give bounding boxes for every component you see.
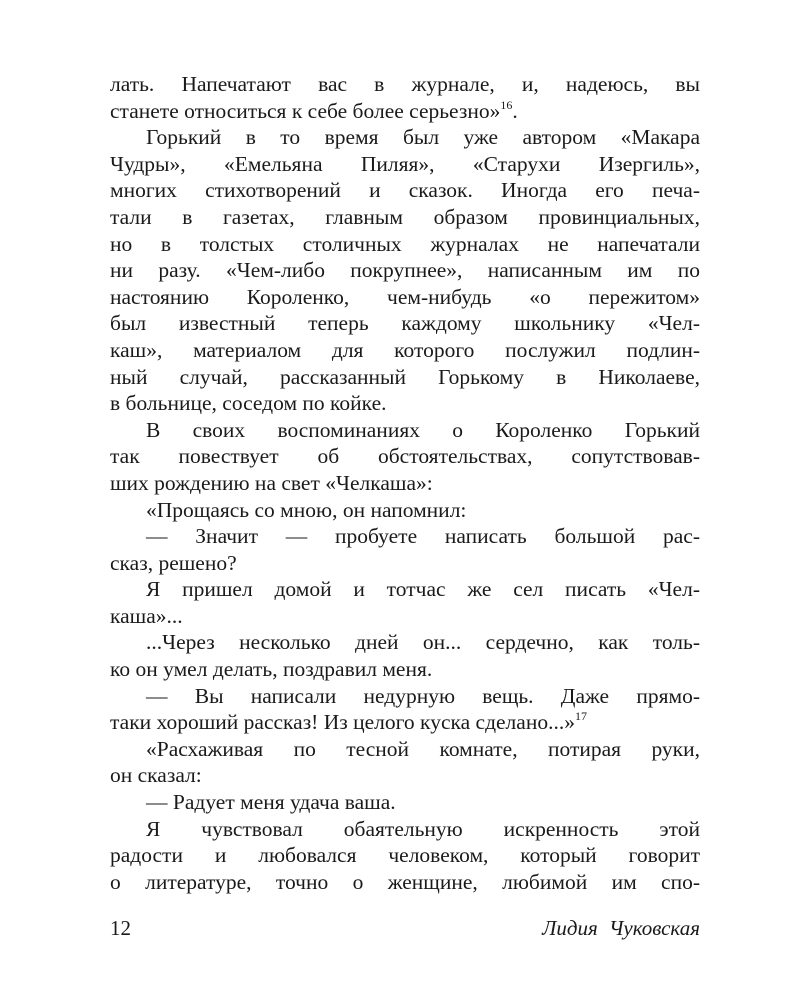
text-line: сказ, решено? [110, 550, 237, 575]
text-line: — Вы написали недурную вещь. Даже прямо- [146, 683, 700, 708]
text-line: — Радует меня удача ваша. [146, 790, 396, 815]
text-line: В своих воспоминаниях о Короленко Горький [146, 417, 700, 442]
text-line [110, 98, 700, 125]
text-line: ших рождению на свет «Челкаша»: [110, 470, 433, 495]
body-text [110, 71, 700, 895]
footnote-ref-17: 17 [574, 709, 587, 724]
text-line: но в толстых столичных журналах не напечатали [110, 231, 700, 256]
running-head-author: Лидия Чуковская [542, 916, 700, 940]
text-line [110, 709, 700, 736]
text-line: он сказал: [110, 763, 202, 788]
text-line: тали в газетах, главным образом провинциальных, [110, 204, 700, 229]
page-footer [110, 916, 700, 946]
text-line: Горький в то время был уже автором «Макара [146, 125, 700, 150]
text-line: был известный теперь каждому школьнику «Чел- [110, 311, 700, 336]
footnote-ref-16: 16 [500, 97, 513, 112]
text-line: «Прощаясь со мною, он напомнил: [146, 497, 467, 522]
text-line: многих стихотворений и сказок. Иногда его печа- [110, 178, 700, 203]
text-line-content: таки хороший рассказ! Из целого куска сделано...» [110, 710, 575, 735]
text-line: Чудры», «Емельяна Пиляя», «Старухи Изергиль», [110, 151, 700, 176]
text-line: ни разу. «Чем-либо покрупнее», написанным им по [110, 258, 700, 283]
text-line: о литературе, точно о женщине, любимой им спо- [110, 869, 700, 894]
text-line: ...Через несколько дней он... сердечно, как толь- [146, 630, 700, 655]
text-line: ный случай, рассказанный Горькому в Николаеве, [110, 364, 700, 389]
text-line: так повествует об обстоятельствах, сопутствовав- [110, 444, 700, 469]
text-line-content: станете относиться к себе более серьезно» [110, 98, 501, 123]
text-line: каша»... [110, 603, 183, 628]
text-line: в больнице, соседом по койке. [110, 391, 387, 416]
text-line: — Значит — пробуете написать большой рас- [146, 524, 700, 549]
text-line: радости и любовался человеком, который говорит [110, 843, 700, 868]
page-number: 12 [110, 916, 131, 940]
text-line: Я пришел домой и тотчас же сел писать «Чел- [146, 577, 700, 602]
text-line: лать. Напечатают вас в журнале, и, надеюсь, вы [110, 72, 700, 96]
text-line: ко он умел делать, поздравил меня. [110, 657, 433, 682]
text-line: «Расхаживая по тесной комнате, потирая руки, [146, 736, 700, 761]
text-line: Я чувствовал обаятельную искренность этой [146, 816, 700, 841]
text-line: каш», материалом для которого послужил подлин- [110, 337, 700, 362]
footnote-period: . [512, 98, 518, 123]
text-line: настоянию Короленко, чем-нибудь «о пережитом» [110, 284, 700, 309]
